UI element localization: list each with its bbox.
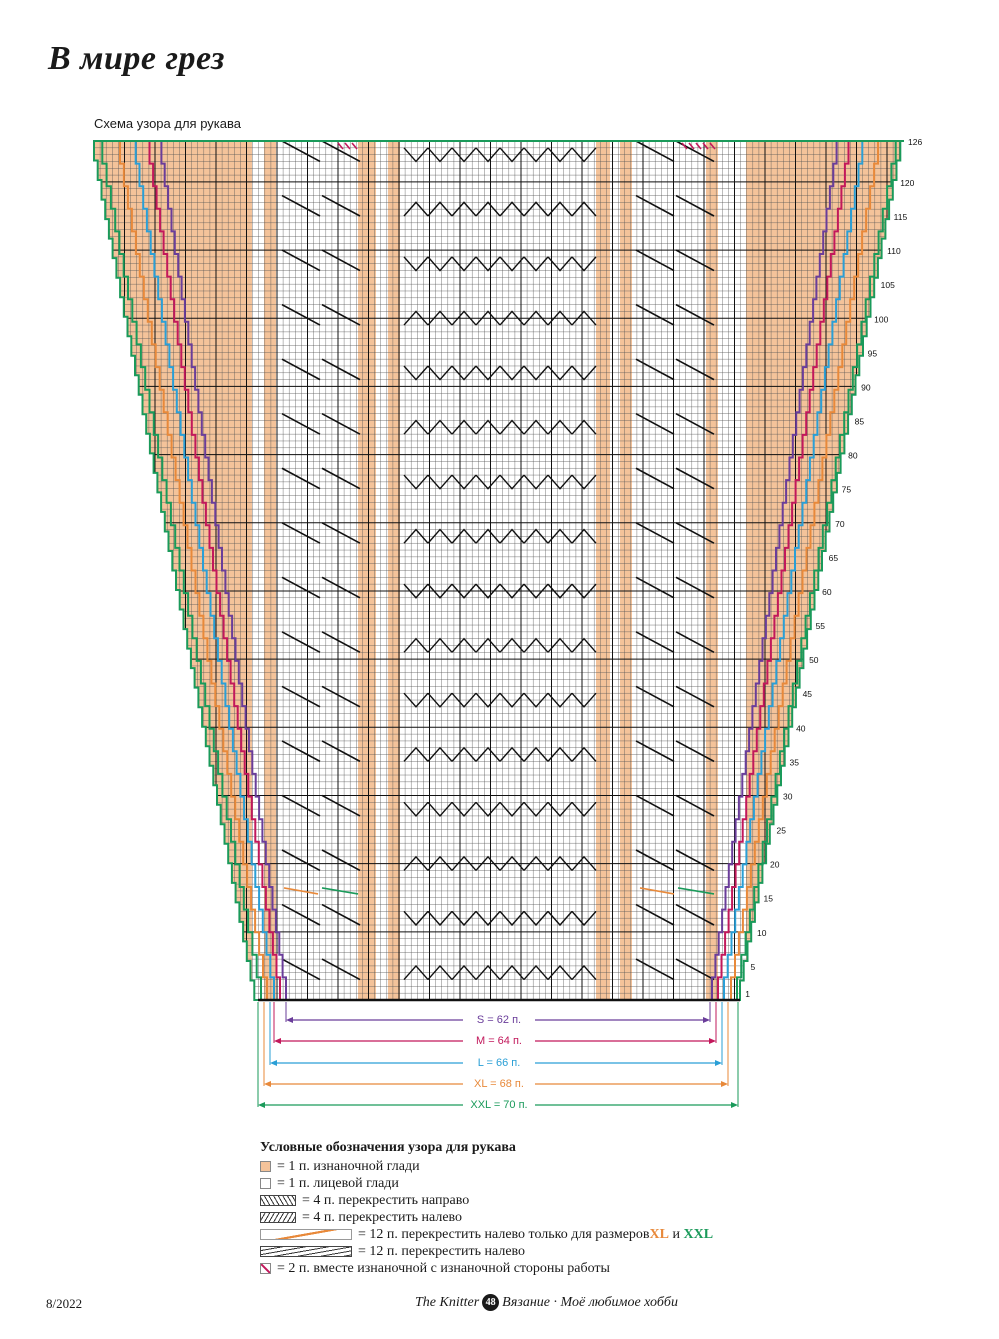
row-label: 60	[822, 586, 832, 597]
size-label: XL = 68 п.	[474, 1078, 524, 1090]
size-arrow-head-left	[258, 1102, 265, 1108]
cable-left-icon	[260, 1212, 296, 1223]
row-label: 20	[770, 859, 780, 870]
size-arrow-head-left	[270, 1060, 277, 1066]
row-label: 85	[854, 416, 865, 427]
legend-text: = 2 п. вместе изнаночной с изнаночной стороны работы	[277, 1260, 610, 1276]
size-arrow-head-right	[731, 1102, 738, 1108]
row-label: 105	[880, 280, 895, 291]
decrease-icon	[260, 1263, 271, 1274]
legend-text: = 1 п. лицевой глади	[277, 1175, 399, 1191]
legend-row-cable12	[260, 1243, 713, 1260]
tagline: Вязание · Моё любимое хобби	[502, 1294, 678, 1310]
size-xl-label: XL	[649, 1226, 669, 1242]
legend-text: = 12 п. перекрестить налево только для размеров	[358, 1226, 650, 1242]
row-label: 35	[789, 757, 800, 768]
size-arrow-head-left	[274, 1038, 281, 1044]
footer-brand	[415, 1294, 678, 1311]
size-arrow-head-left	[264, 1081, 271, 1087]
row-label: 80	[848, 450, 858, 461]
legend-row-cable-right	[260, 1192, 713, 1209]
cable-12-icon	[260, 1246, 352, 1257]
row-label: 55	[815, 621, 826, 632]
row-label: 110	[887, 246, 901, 257]
size-xxl-label: XXL	[683, 1226, 714, 1242]
page-number: 48	[482, 1294, 499, 1311]
legend	[260, 1140, 713, 1277]
row-label: 1	[745, 989, 751, 1000]
size-label: S = 62 п.	[476, 1014, 522, 1026]
row-label: 30	[783, 791, 793, 802]
legend-title: Условные обозначения узора для рукава	[260, 1140, 516, 1155]
size-label: L = 66 п.	[477, 1057, 521, 1069]
row-label: 126	[908, 137, 923, 147]
row-label: 50	[809, 655, 819, 666]
legend-row-cable-left	[260, 1209, 713, 1226]
chart-caption: Схема узора для рукава	[94, 116, 241, 131]
size-arrow-head-right	[721, 1081, 728, 1087]
row-label: 95	[867, 348, 878, 359]
row-label: 10	[757, 927, 767, 938]
legend-text: = 4 п. перекрестить направо	[302, 1192, 470, 1208]
legend-row-cable12-xl	[260, 1226, 713, 1243]
legend-text: = 4 п. перекрестить налево	[302, 1209, 463, 1225]
knit-stitch-icon	[260, 1178, 271, 1189]
size-arrow-head-right	[715, 1060, 722, 1066]
row-label: 5	[750, 961, 756, 972]
row-label: 100	[874, 314, 889, 325]
row-label: 25	[776, 825, 787, 836]
legend-row-purl	[260, 1158, 713, 1175]
row-label: 45	[802, 689, 813, 700]
row-label: 70	[835, 518, 845, 529]
row-label: 90	[861, 382, 871, 393]
page-title: В мире грез	[48, 40, 225, 77]
size-arrow-head-right	[709, 1038, 716, 1044]
size-label: XXL = 70 п.	[470, 1099, 528, 1111]
cable-12-colored-icon	[260, 1229, 352, 1240]
size-arrow-head-right	[703, 1017, 710, 1023]
legend-row-knit	[260, 1175, 713, 1192]
size-arrow-head-left	[286, 1017, 293, 1023]
row-label: 40	[796, 723, 806, 734]
brand-name: The Knitter	[415, 1294, 480, 1310]
purl-stitch-icon	[260, 1161, 271, 1172]
row-label: 120	[900, 177, 915, 188]
legend-text: = 12 п. перекрестить налево	[358, 1243, 526, 1259]
legend-row-decrease	[260, 1260, 713, 1277]
cable-right-icon	[260, 1195, 296, 1206]
issue-number: 8/2022	[46, 1296, 83, 1311]
row-label: 15	[763, 893, 773, 904]
row-label: 75	[841, 484, 852, 495]
row-label: 115	[893, 211, 908, 222]
size-label: M = 64 п.	[475, 1035, 523, 1047]
row-label: 65	[828, 552, 839, 563]
legend-text: = 1 п. изнаночной глади	[277, 1158, 420, 1174]
legend-and: и	[669, 1226, 684, 1242]
